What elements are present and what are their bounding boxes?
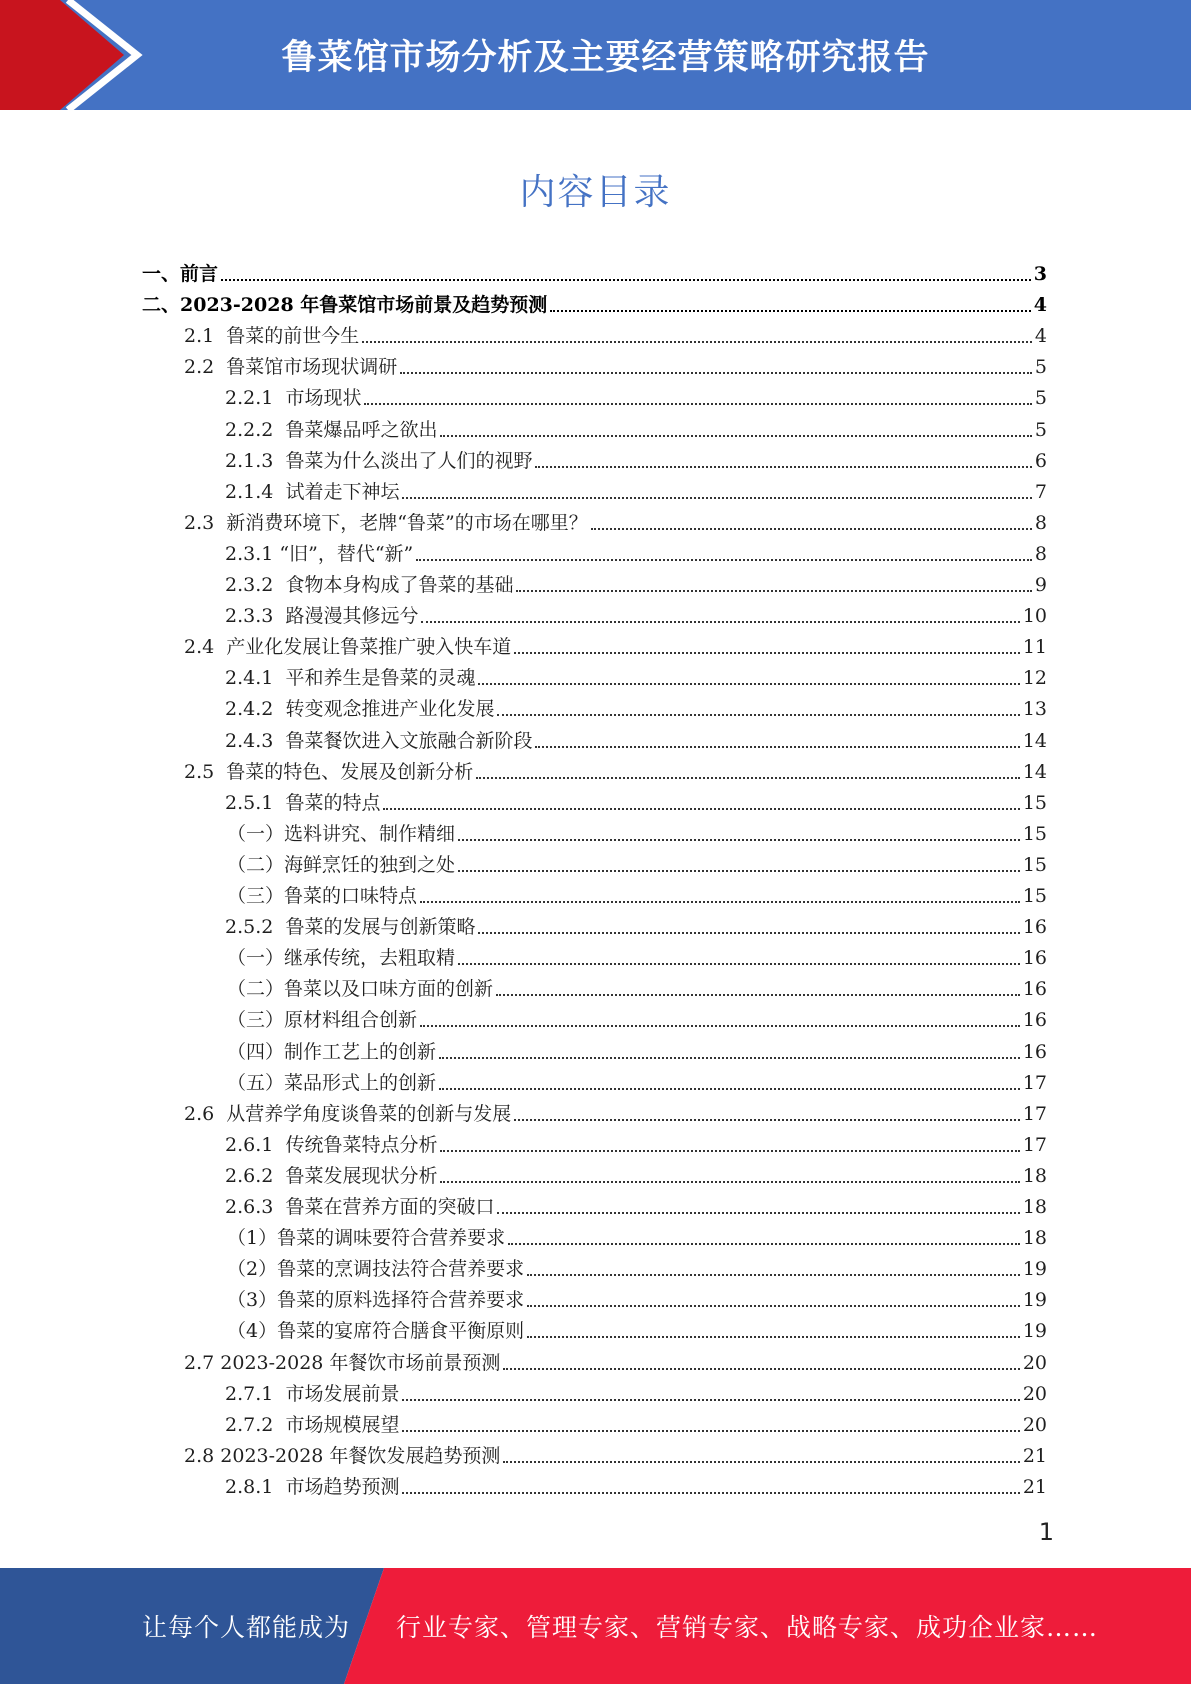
- toc-dot-leader: [440, 1180, 1019, 1183]
- toc-entry[interactable]: [225, 472, 1047, 503]
- toc-entry-page: 6: [1034, 449, 1047, 472]
- toc-entry[interactable]: [142, 285, 1047, 316]
- toc-dot-leader: [420, 900, 1020, 903]
- toc-entry-number: 2.3.3: [225, 605, 286, 628]
- toc-entry-page: 20: [1022, 1382, 1047, 1405]
- toc-entry-page: 13: [1022, 698, 1047, 721]
- toc-entry-label: 市场规模展望: [285, 1413, 400, 1436]
- toc-entry[interactable]: [225, 658, 1047, 689]
- toc-entry-page: 16: [1022, 1040, 1047, 1063]
- toc-entry[interactable]: [225, 1187, 1047, 1218]
- toc-entry-page: 14: [1022, 729, 1047, 752]
- toc-entry[interactable]: [227, 1280, 1047, 1311]
- toc-entry-number: 2.5.2: [225, 916, 286, 939]
- toc-entry-page: 11: [1022, 636, 1047, 659]
- toc-entry-label: 菜品形式上的创新: [284, 1071, 437, 1094]
- toc-dot-leader: [527, 1335, 1020, 1338]
- toc-dot-leader: [362, 340, 1032, 343]
- toc-entry-number: 2.7.1: [225, 1382, 286, 1405]
- toc-entry-number: 2.4: [184, 636, 227, 659]
- toc-entry-number: 2.2.2: [225, 418, 286, 441]
- toc-entry-page: 7: [1034, 480, 1047, 503]
- toc-dot-leader: [516, 589, 1031, 592]
- toc-entry[interactable]: [227, 814, 1047, 845]
- toc-entry-label: 鲁菜的发展与创新策略: [285, 916, 476, 939]
- toc-entry-number: 2.4.2: [225, 698, 286, 721]
- toc-entry-number: 2.7: [184, 1351, 221, 1374]
- toc-entry-label: 鲁菜的原料选择符合营养要求: [277, 1289, 525, 1312]
- toc-entry-page: 15: [1022, 853, 1047, 876]
- toc-entry[interactable]: [225, 441, 1047, 472]
- toc-entry-label: 继承传统，去粗取精: [284, 947, 456, 970]
- toc-entry-number: （二）: [227, 978, 285, 1001]
- toc-entry-label: 制作工艺上的创新: [284, 1040, 437, 1063]
- toc-entry[interactable]: [227, 1218, 1047, 1249]
- toc-entry-label: 鲁菜为什么淡出了人们的视野: [285, 449, 533, 472]
- toc-entry-page: 21: [1022, 1444, 1047, 1467]
- toc-entry[interactable]: [184, 627, 1047, 658]
- toc-dot-leader: [550, 309, 1030, 312]
- toc-entry-page: 16: [1022, 916, 1047, 939]
- toc-dot-leader: [535, 745, 1019, 748]
- toc-entry-label: 试着走下神坛: [285, 480, 400, 503]
- toc-entry-number: （1）: [227, 1227, 278, 1250]
- toc-entry-page: 17: [1022, 1102, 1047, 1125]
- toc-dot-leader: [514, 651, 1020, 654]
- toc-title: 内容目录: [519, 172, 672, 213]
- toc-entry[interactable]: [227, 938, 1047, 969]
- toc-dot-leader: [400, 371, 1032, 374]
- toc-entry-label: 鲁菜的特色、发展及创新分析: [226, 760, 474, 783]
- footer-banner: [0, 1568, 1191, 1684]
- toc-entry-label: 鲁菜馆市场现状调研: [226, 356, 398, 379]
- toc-dot-leader: [221, 278, 1031, 281]
- toc-entry[interactable]: [225, 1467, 1047, 1498]
- toc-entry[interactable]: [225, 1374, 1047, 1405]
- toc-entry[interactable]: [225, 565, 1047, 596]
- toc-dot-leader: [478, 931, 1019, 934]
- toc-entry-number: 二、: [142, 294, 181, 317]
- toc-entry-number: 2.2.1: [225, 387, 286, 410]
- toc-entry-number: 2.8.1: [225, 1475, 286, 1498]
- toc-entry-number: 2.3.1: [225, 542, 280, 565]
- toc-entry-number: （一）: [227, 822, 285, 845]
- toc-dot-leader: [402, 1398, 1019, 1401]
- toc-entry-page: 14: [1022, 760, 1047, 783]
- toc-entry-label: 鲁菜餐饮进入文旅融合新阶段: [285, 729, 533, 752]
- toc-entry[interactable]: [184, 316, 1047, 347]
- toc-entry-page: 19: [1022, 1258, 1047, 1281]
- toc-entry[interactable]: [225, 378, 1047, 409]
- toc-entry-number: （二）: [227, 853, 285, 876]
- toc-dot-leader: [478, 682, 1019, 685]
- toc-entry-page: 19: [1022, 1320, 1047, 1343]
- toc-entry[interactable]: [225, 721, 1047, 752]
- toc-entry-label: 鲁菜爆品呼之欲出: [285, 418, 438, 441]
- toc-entry[interactable]: [225, 1405, 1047, 1436]
- toc-entry-label: 2023-2028 年餐饮市场前景预测: [220, 1351, 501, 1374]
- toc-entry-page: 12: [1022, 667, 1047, 690]
- toc-entry-label: 市场趋势预测: [285, 1475, 400, 1498]
- toc-entry-page: 16: [1022, 978, 1047, 1001]
- toc-entry[interactable]: [184, 1094, 1047, 1125]
- toc-dot-leader: [416, 558, 1032, 561]
- toc-entry-page: 8: [1034, 511, 1047, 534]
- toc-entry[interactable]: [225, 596, 1047, 627]
- toc-entry-label: 鲁菜的特点: [285, 791, 381, 814]
- toc-dot-leader: [364, 402, 1031, 405]
- toc-entry-label: 鲁菜的口味特点: [284, 885, 418, 907]
- toc-entry[interactable]: [225, 534, 1047, 565]
- toc-entry-label: 转变观念推进产业化发展: [285, 698, 495, 721]
- toc-entry-label: 鲁菜的烹调技法符合营养要求: [277, 1258, 525, 1281]
- toc-entry-label: 鲁菜以及口味方面的创新: [284, 978, 494, 1001]
- toc-entry-page: 19: [1022, 1289, 1047, 1312]
- toc-dot-leader: [458, 869, 1020, 872]
- toc-entry[interactable]: [184, 752, 1047, 783]
- toc-dot-leader: [503, 1367, 1019, 1370]
- toc-dot-leader: [497, 713, 1019, 716]
- header-banner: [0, 0, 1191, 110]
- toc-dot-leader: [439, 1087, 1020, 1090]
- toc-entry-number: （一）: [227, 947, 285, 970]
- toc-entry-number: （五）: [227, 1071, 285, 1094]
- toc-entry-number: 2.2: [184, 356, 227, 379]
- toc-entry-page: 4: [1033, 294, 1047, 317]
- toc-entry-label: 海鲜烹饪的独到之处: [284, 853, 456, 876]
- toc-entry-label: 前言: [180, 263, 219, 285]
- toc-entry-label: 路漫漫其修远兮: [285, 605, 419, 628]
- toc-entry-page: 15: [1022, 822, 1047, 845]
- toc-entry-page: 17: [1022, 1133, 1047, 1156]
- toc-entry[interactable]: [225, 1125, 1047, 1156]
- toc-entry-page: 5: [1034, 387, 1047, 410]
- toc-entry-label: 从营养学角度谈鲁菜的创新与发展: [226, 1102, 512, 1125]
- toc-entry[interactable]: [225, 410, 1047, 441]
- toc-entry[interactable]: [184, 1436, 1047, 1467]
- toc-entry[interactable]: [227, 1249, 1047, 1280]
- toc-entry-label: 选料讲究、制作精细: [284, 822, 456, 845]
- toc-dot-leader: [514, 1118, 1020, 1121]
- toc-dot-leader: [458, 962, 1020, 965]
- toc-dot-leader: [476, 776, 1020, 779]
- toc-dot-leader: [439, 1056, 1020, 1059]
- toc-entry-number: 2.5: [184, 760, 227, 783]
- toc-entry-number: 2.4.1: [225, 667, 286, 690]
- toc-entry-page: 9: [1034, 574, 1047, 596]
- toc-entry-number: （3）: [227, 1289, 278, 1312]
- toc-entry-label: 鲁菜在营养方面的突破口: [285, 1196, 495, 1218]
- toc-entry-page: 8: [1034, 542, 1047, 565]
- toc-entry-number: 2.3.2: [225, 574, 286, 596]
- toc-dot-leader: [402, 1491, 1019, 1494]
- toc-entry-label: 产业化发展让鲁菜推广驶入快车道: [226, 636, 512, 659]
- toc-entry-label: “旧”，替代“新”: [279, 542, 414, 565]
- toc-dot-leader: [496, 993, 1020, 996]
- toc-entry-label: 鲁菜发展现状分析: [285, 1164, 438, 1187]
- toc-entry-label: 鲁菜的前世今生: [226, 325, 360, 348]
- toc-entry-label: 原材料组合创新: [284, 1009, 418, 1032]
- toc-entry[interactable]: [184, 347, 1047, 378]
- toc-entry[interactable]: [227, 1000, 1047, 1031]
- page-number: 1: [1038, 1518, 1054, 1546]
- toc-entry-number: 2.1: [184, 325, 227, 348]
- toc-entry-page: 3: [1033, 263, 1047, 285]
- toc-entry[interactable]: [225, 783, 1047, 814]
- toc-entry-label: 市场现状: [285, 387, 362, 410]
- toc-entry[interactable]: [227, 1032, 1047, 1063]
- toc-entry-number: 2.8: [184, 1444, 221, 1467]
- toc-entry-number: 2.1.3: [225, 449, 286, 472]
- toc-entry-page: 5: [1034, 418, 1047, 441]
- toc-entry-page: 16: [1022, 1009, 1047, 1032]
- toc-entry-number: 2.6.3: [225, 1196, 286, 1218]
- toc-entry-label: 食物本身构成了鲁菜的基础: [285, 574, 514, 596]
- toc-dot-leader: [402, 1429, 1019, 1432]
- toc-entry-page: 18: [1022, 1196, 1047, 1218]
- toc-entry-page: 5: [1034, 356, 1047, 379]
- toc-entry[interactable]: [227, 876, 1047, 907]
- footer-slogan-right: 行业专家、管理专家、营销专家、战略专家、成功企业家……: [396, 1613, 1099, 1642]
- toc-entry-number: 2.3: [184, 511, 227, 534]
- toc-entry-label: 新消费环境下，老牌“鲁菜”的市场在哪里？: [226, 511, 588, 534]
- toc-entry[interactable]: [227, 969, 1047, 1000]
- toc-entry-number: 2.4.3: [225, 729, 286, 752]
- toc-entry-number: 一、: [142, 263, 181, 285]
- toc-entry-page: 18: [1022, 1227, 1047, 1250]
- toc-entry-number: （三）: [227, 885, 285, 907]
- toc-entry[interactable]: [142, 254, 1047, 285]
- toc-entry-page: 18: [1022, 1164, 1047, 1187]
- toc-entry-number: （2）: [227, 1258, 278, 1281]
- toc-entry-page: 21: [1022, 1475, 1047, 1498]
- toc-entry-number: 2.7.2: [225, 1413, 286, 1436]
- toc-entry-page: 17: [1022, 1071, 1047, 1094]
- toc-entry-label: 2023-2028 年餐饮发展趋势预测: [220, 1444, 501, 1467]
- toc-entry-label: 传统鲁菜特点分析: [285, 1133, 438, 1156]
- toc-entry-label: 市场发展前景: [285, 1382, 400, 1405]
- toc-entry-number: 2.6.1: [225, 1133, 286, 1156]
- toc-entry-page: 16: [1022, 947, 1047, 970]
- toc-entry[interactable]: [225, 907, 1047, 938]
- toc-dot-leader: [503, 1460, 1019, 1463]
- toc-entry-page: 10: [1022, 605, 1047, 628]
- toc-entry-page: 15: [1022, 885, 1047, 907]
- toc-dot-leader: [527, 1273, 1020, 1276]
- toc-dot-leader: [440, 434, 1031, 437]
- toc-entry-number: 2.6.2: [225, 1164, 286, 1187]
- toc-entry[interactable]: [225, 689, 1047, 720]
- toc-entry[interactable]: [184, 503, 1047, 534]
- toc-dot-leader: [458, 838, 1020, 841]
- toc-entry-page: 20: [1022, 1351, 1047, 1374]
- footer-slogan-left: 让每个人都能成为: [142, 1613, 351, 1642]
- toc-entry[interactable]: [184, 1343, 1047, 1374]
- toc-entry[interactable]: [227, 1311, 1047, 1342]
- report-title: 鲁菜馆市场分析及主要经营策略研究报告: [281, 38, 930, 78]
- toc-dot-leader: [497, 1211, 1019, 1214]
- toc-entry-label: 鲁菜的宴席符合膳食平衡原则: [277, 1320, 525, 1343]
- toc-entry[interactable]: [227, 1063, 1047, 1094]
- toc-entry[interactable]: [227, 845, 1047, 876]
- toc-entry-number: 2.6: [184, 1102, 227, 1125]
- toc-entry-page: 4: [1034, 325, 1047, 348]
- toc-entry-label: 平和养生是鲁菜的灵魂: [285, 667, 476, 690]
- toc-entry-label: 2023-2028 年鲁菜馆市场前景及趋势预测: [180, 294, 548, 317]
- toc-entry-number: 2.5.1: [225, 791, 286, 814]
- toc-entry-number: （三）: [227, 1009, 285, 1032]
- toc-dot-leader: [535, 465, 1031, 468]
- toc-entry[interactable]: [225, 1156, 1047, 1187]
- toc-entry-page: 20: [1022, 1413, 1047, 1436]
- toc-dot-leader: [421, 620, 1019, 623]
- toc-dot-leader: [508, 1242, 1020, 1245]
- toc-dot-leader: [527, 1304, 1020, 1307]
- toc-entry-number: （4）: [227, 1320, 278, 1343]
- toc-dot-leader: [440, 1149, 1019, 1152]
- toc-dot-leader: [591, 527, 1032, 530]
- toc-entry-number: （四）: [227, 1040, 285, 1063]
- toc-dot-leader: [420, 1024, 1020, 1027]
- toc-dot-leader: [383, 807, 1019, 810]
- toc-entry-number: 2.1.4: [225, 480, 286, 503]
- toc-entry-page: 15: [1022, 791, 1047, 814]
- toc-dot-leader: [402, 496, 1031, 499]
- toc-entry-label: 鲁菜的调味要符合营养要求: [277, 1227, 506, 1250]
